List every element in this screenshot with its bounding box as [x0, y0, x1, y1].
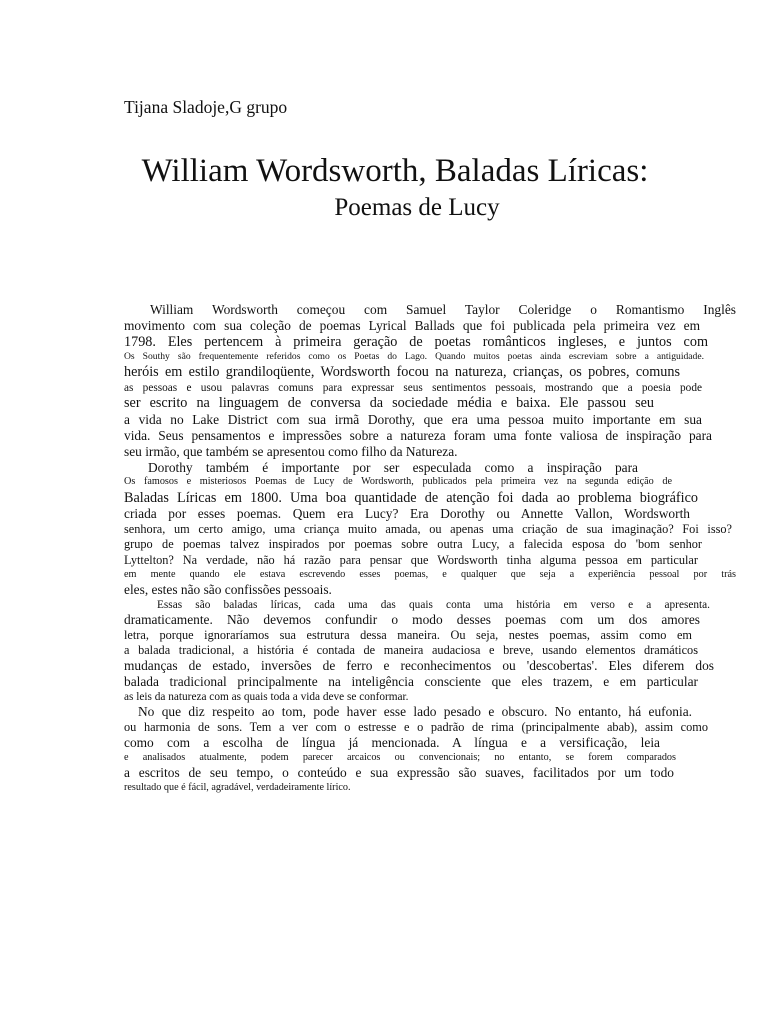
text-line: e analisados atualmente, podem parecer arcaicos ou convencionais; no entanto, se forem comparados: [124, 752, 676, 764]
text-line: movimento com sua coleção de poemas Lyrical Ballads que foi publicada pela primeira vez em: [124, 317, 700, 333]
text-line: No que diz respeito ao tom, pode haver esse lado pesado e obscuro. No entanto, há eufonia.: [138, 704, 692, 720]
text-line: grupo de poemas talvez inspirados por poemas sobre outra Lucy, a falecida esposa do 'bom senhor: [124, 537, 702, 552]
text-line: como com a escolha de língua já mencionada. A língua e a versificação, leia: [124, 735, 660, 751]
text-line: Os Southy são frequentemente referidos como os Poetas do Lago. Quando muitos poetas ainda escreviam sobre a antiguidade.: [124, 351, 704, 363]
text-line: a escritos de seu tempo, o conteúdo e sua expressão são suaves, facilitados por um todo: [124, 765, 674, 781]
document-subtitle: Poemas de Lucy: [334, 194, 500, 221]
text-line: em mente quando ele estava escrevendo esses poemas, e qualquer que seja a experiência pessoal por trás: [124, 568, 736, 580]
text-line: as pessoas e usou palavras comuns para expressar seus sentimentos pessoais, mostrando que a poesia pode: [124, 381, 702, 394]
text-line: Dorothy também é importante por ser especulada como a inspiração para: [148, 459, 638, 475]
author-line: Tijana Sladoje,G grupo: [124, 97, 288, 117]
body-text: [124, 302, 736, 795]
text-line: mudanças de estado, inversões de ferro e reconhecimentos ou 'descobertas'. Eles diferem dos: [124, 658, 714, 674]
text-line: ser escrito na linguagem de conversa da sociedade média e baixa. Ele passou seu: [124, 395, 654, 412]
text-line: seu irmão, que também se apresentou como filho da Natureza.: [124, 443, 458, 459]
text-line: Os famosos e misteriosos Poemas de Lucy de Wordsworth, publicados pela primeira vez na segunda edição de: [124, 476, 672, 488]
text-line: eles, estes não são confissões pessoais.: [124, 581, 332, 597]
text-line: criada por esses poemas. Quem era Lucy? Era Dorothy ou Annette Vallon, Wordsworth: [124, 506, 690, 522]
text-line: vida. Seus pensamentos e impressões sobre a natureza foram uma fonte valiosa de inspiração para: [124, 427, 712, 443]
text-line: Baladas Líricas em 1800. Uma boa quantidade de atenção foi dada ao problema biográfico: [124, 489, 698, 506]
text-line: letra, porque ignoraríamos sua estrutura dessa maneira. Ou seja, nestes poemas, assim como em: [124, 627, 692, 642]
text-line: as leis da natureza com as quais toda a vida deve se conformar.: [124, 690, 409, 703]
text-line: balada tradicional principalmente na inteligência consciente que eles trazem, e em particular: [124, 674, 698, 690]
text-line: 1798. Eles pertencem à primeira geração de poetas românticos ingleses, e juntos com: [124, 333, 708, 350]
text-line: a balada tradicional, a história é contada de maneira audaciosa e breve, usando elementos dramáticos: [124, 643, 698, 658]
text-line: William Wordsworth começou com Samuel Taylor Coleridge o Romantismo Inglês: [150, 302, 736, 317]
text-line: resultado que é fácil, agradável, verdadeiramente lírico.: [124, 782, 351, 794]
document-title: William Wordsworth, Baladas Líricas:: [141, 153, 649, 189]
text-line: dramaticamente. Não devemos confundir o modo desses poemas com um dos amores: [124, 612, 700, 628]
text-line: heróis em estilo grandiloqüente, Wordsworth focou na natureza, crianças, os pobres, comuns: [124, 364, 680, 381]
text-line: senhora, um certo amigo, uma criança muito amada, ou apenas uma criação de sua imaginação? Foi isso?: [124, 522, 732, 537]
text-line: a vida no Lake District com sua irmã Dorothy, que era uma pessoa muito importante em sua: [124, 412, 702, 428]
text-line: Lyttelton? Na verdade, não há razão para pensar que Wordsworth tinha alguma pessoa em particular: [124, 552, 698, 567]
text-line: ou harmonia de sons. Tem a ver com o estresse e o padrão de rima (principalmente abab), assim como: [124, 720, 708, 735]
text-line: Essas são baladas líricas, cada uma das quais conta uma história em verso e a apresenta.: [157, 598, 710, 611]
